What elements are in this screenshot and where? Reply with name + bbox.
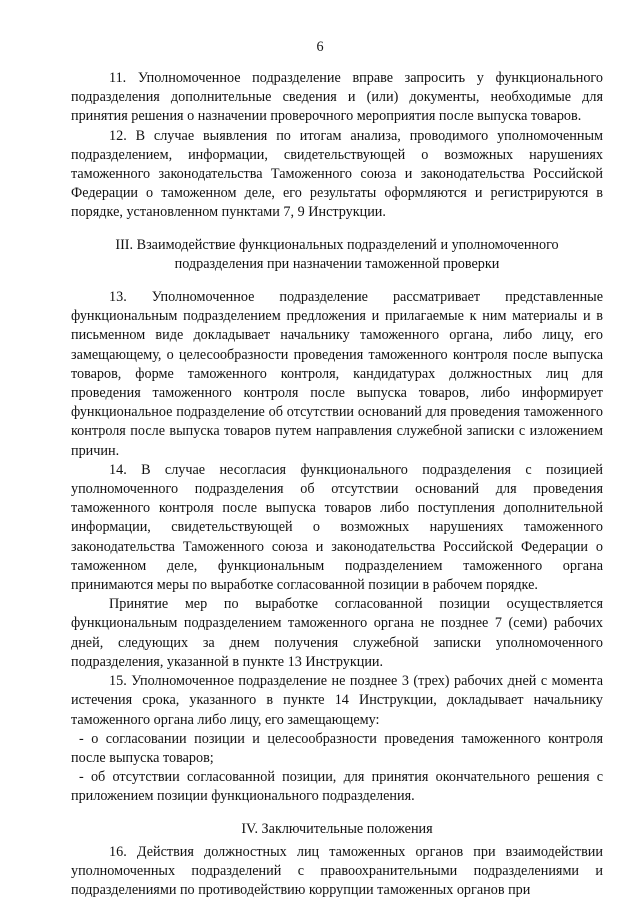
section-3-title-line-1: III. Взаимодействие функциональных подразделений и уполномоченного — [115, 236, 559, 253]
paragraph-14-continued: Принятие мер по выработке согласованной позиции осуществляется функциональным подразделением таможенного органа не позднее 7 (семи) рабочих дней, следующих за днем получения служебной записки уполномоченного подразделения, указанной в пункте 13 Инструкции. — [71, 596, 603, 670]
bullet-agreement: - о согласовании позиции и целесообразности проведения таможенного контроля после выпуска товаров; — [71, 730, 603, 766]
section-3-heading — [71, 236, 603, 274]
page-content — [71, 69, 603, 900]
paragraph-11: 11. Уполномоченное подразделение вправе запросить у функционального подразделения дополнительные сведения и (или) документы, необходимые для принятия решения о назначении проверочного мероприятия после выпуска товаров. — [71, 70, 603, 125]
section-4-title: IV. Заключительные положения — [241, 820, 433, 837]
paragraph-12: 12. В случае выявления по итогам анализа, проводимого уполномоченным подразделением, информации, свидетельствующей о возможных нарушениях таможенного законодательства Таможенного союза и законодательства Российской Федерации о таможенном деле, его результаты оформляются и регистрируются в порядке, установленном пунктами 7, 9 Инструкции. — [71, 127, 603, 221]
paragraph-14: 14. В случае несогласия функционального подразделения с позицией уполномоченного подразделения об отсутствии оснований для проведения таможенного контроля после выпуска товаров либо поступления дополнительной информации, свидетельствующей о возможных нарушениях таможенного законодательства Таможенного союза и законодательства Российской Федерации о таможенном деле, функциональным подразделением таможенного органа принимаются меры по выработке согласованной позиции в рабочем порядке. — [71, 461, 603, 594]
section-3-title-line-2: подразделения при назначении таможенной проверки — [174, 255, 500, 272]
page-number: 6 — [316, 39, 324, 55]
section-4-heading — [71, 820, 603, 839]
paragraph-15: 15. Уполномоченное подразделение не позднее 3 (трех) рабочих дней с момента истечения срока, указанного в пункте 14 Инструкции, докладывает начальнику таможенного органа либо лицу, его замещающему: — [71, 673, 603, 728]
paragraph-16: 16. Действия должностных лиц таможенных органов при взаимодействии уполномоченных подразделений с правоохранительными подразделениями и подразделениями по противодействию коррупции таможенных органов при — [71, 843, 603, 899]
bullet-no-agreement: - об отсутствии согласованной позиции, для принятия окончательного решения с приложением позиции функционального подразделения. — [71, 769, 603, 805]
paragraph-13: 13. Уполномоченное подразделение рассматривает представленные функциональным подразделением предложения и прилагаемые к ним материалы и в письменном виде докладывает начальнику таможенного органа, либо лицу, его замещающему, о целесообразности проведения таможенного контроля после выпуска товаров, форме таможенного контроля, кандидатурах должностных лиц для проведения таможенного контроля после выпуска товаров, либо информирует функциональное подразделение об отсутствии оснований для проведения таможенного контроля после выпуска товаров путем направления служебной записки с изложением причин. — [71, 289, 603, 459]
